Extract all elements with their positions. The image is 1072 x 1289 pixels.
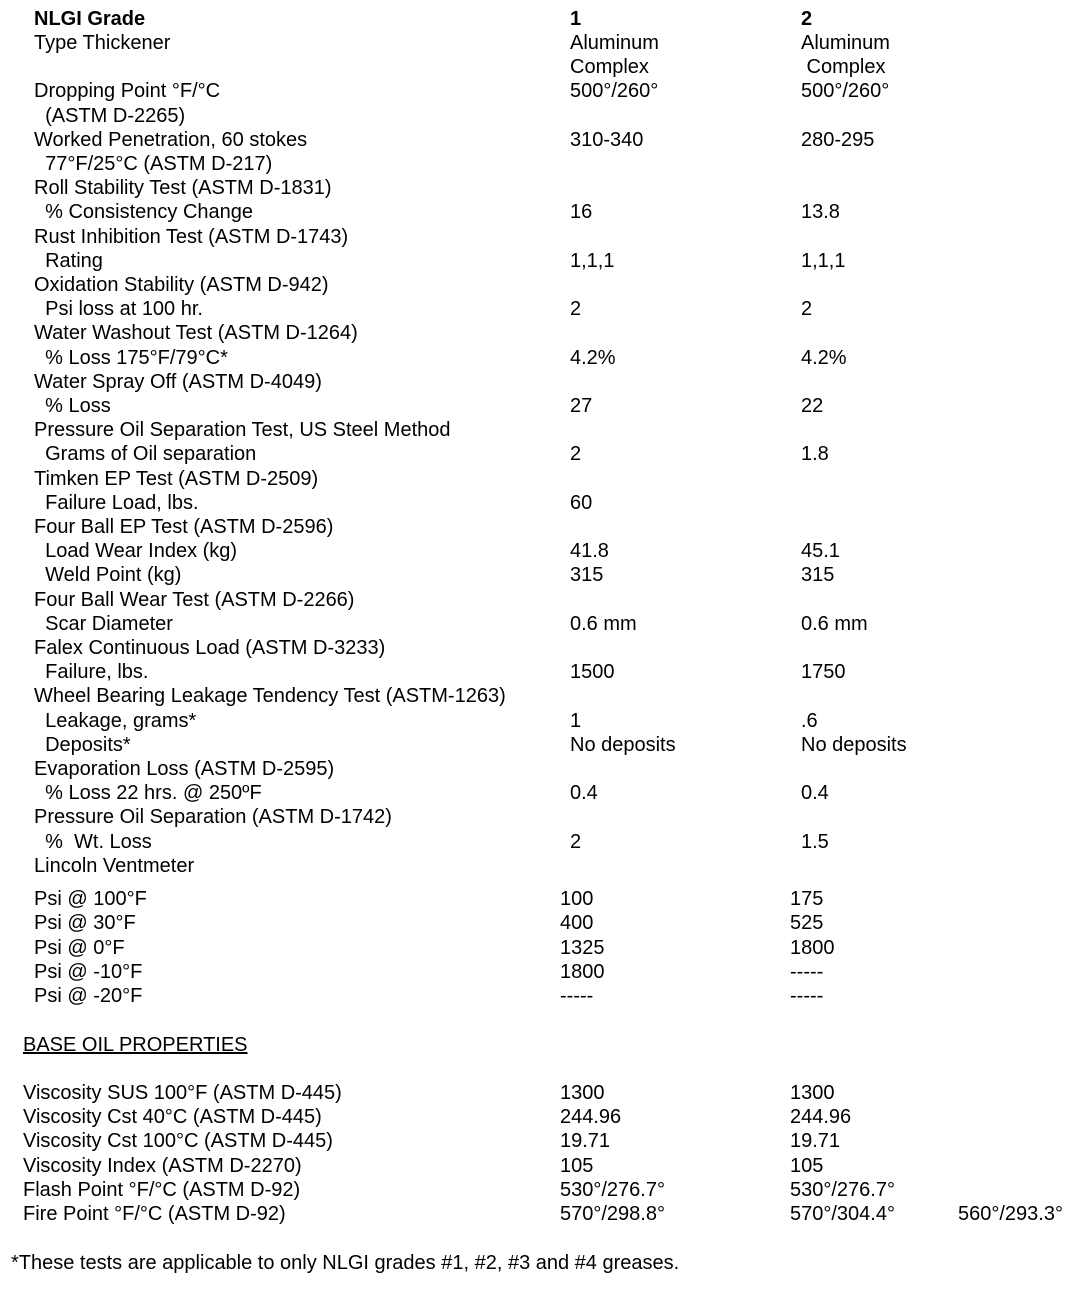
grade-2-value: 315 [801,564,835,587]
grade-1-value: 2 [570,830,582,853]
row-label: Four Ball EP Test (ASTM D-2596) [34,516,334,538]
row-label: Four Ball Wear Test (ASTM D-2266) [34,588,355,611]
grade-1-header: 1 [570,8,582,30]
row-label: Weld Point (kg) [34,564,182,587]
base-oil-label: Viscosity Cst 100°C (ASTM D-445) [23,1130,333,1153]
row-label: Pressure Oil Separation (ASTM D-1742) [34,806,392,829]
grade-1-value: 315 [570,564,604,587]
ventmeter-grade-1: 400 [560,912,594,935]
base-oil-grade-2: 1300 [790,1082,835,1104]
row-label: Timken EP Test (ASTM D-2509) [34,467,319,490]
row-label: Grams of Oil separation [34,443,257,466]
base-oil-grade-3: 560°/293.3° [958,1203,1063,1225]
grade-1-value: 2 [570,443,582,466]
grade-2-value: 22 [801,395,824,417]
grade-2-value: Aluminum [801,32,890,54]
grade-2-value: 280-295 [801,128,875,151]
base-oil-label: Fire Point °F/°C (ASTM D-92) [23,1203,286,1225]
nlgi-grade-label: NLGI Grade [34,8,146,30]
base-oil-grade-1: 530°/276.7° [560,1178,665,1201]
grade-2-value: 500°/260° [801,80,890,103]
row-label: Oxidation Stability (ASTM D-942) [34,274,329,296]
base-oil-grade-2: 105 [790,1154,824,1177]
grade-2-value: No deposits [801,733,907,756]
row-label: % Loss 175°F/79°C* [34,346,228,369]
base-oil-grade-1: 105 [560,1154,594,1177]
row-label: Lincoln Ventmeter [34,854,195,877]
grade-2-value: Complex [801,56,886,79]
grade-1-value: 1,1,1 [570,249,615,272]
row-label: Falex Continuous Load (ASTM D-3233) [34,637,386,659]
ventmeter-grade-2: 175 [790,888,824,910]
grade-1-value: Aluminum [570,32,659,54]
grade-1-value: Complex [570,56,649,79]
footnote: *These tests are applicable to only NLGI grades #1, #2, #3 and #4 greases. [11,1252,680,1274]
grade-1-value: 4.2% [570,346,616,369]
base-oil-label: Viscosity Cst 40°C (ASTM D-445) [23,1106,322,1129]
ventmeter-grade-2: 525 [790,912,824,935]
row-label: Deposits* [34,733,131,756]
row-label: Psi loss at 100 hr. [34,298,203,321]
base-oil-grade-2: 244.96 [790,1106,852,1129]
base-oil-label: Viscosity SUS 100°F (ASTM D-445) [23,1082,342,1104]
grade-2-value: 1,1,1 [801,249,846,272]
base-oil-grade-1: 19.71 [560,1130,611,1153]
ventmeter-grade-1: ----- [560,985,594,1008]
ventmeter-grade-1: 100 [560,888,594,910]
base-oil-grade-1: 570°/298.8° [560,1203,665,1225]
ventmeter-grade-2: ----- [790,960,824,983]
grade-2-value: 4.2% [801,346,847,369]
row-label: Water Washout Test (ASTM D-1264) [34,322,358,345]
grade-1-value: 27 [570,395,593,417]
base-oil-grade-2: 570°/304.4° [790,1203,895,1225]
row-label: % Loss 22 hrs. @ 250ºF [34,782,262,805]
row-label: Scar Diameter [34,612,173,635]
base-oil-label: Viscosity Index (ASTM D-2270) [23,1154,302,1177]
ventmeter-label: Psi @ 0°F [34,936,125,959]
ventmeter-grade-1: 1800 [560,960,605,983]
grade-2-value: 1.8 [801,443,829,466]
row-label: 77°F/25°C (ASTM D-217) [34,153,273,175]
grade-1-value: 500°/260° [570,80,659,103]
ventmeter-grade-2: 1800 [790,936,835,959]
row-label: % Consistency Change [34,201,254,224]
grade-2-value: 0.6 mm [801,612,868,635]
grade-2-value: 0.4 [801,782,829,805]
row-label: Leakage, grams* [34,709,197,732]
ventmeter-label: Psi @ 30°F [34,912,136,935]
grade-1-value: 1 [570,709,582,732]
row-label: Rust Inhibition Test (ASTM D-1743) [34,225,349,248]
row-label: Wheel Bearing Leakage Tendency Test (ASTM-1263) [34,685,506,708]
row-label: Failure Load, lbs. [34,491,199,514]
row-label: Roll Stability Test (ASTM D-1831) [34,177,332,200]
ventmeter-label: Psi @ 100°F [34,888,147,910]
grade-1-value: 0.6 mm [570,612,637,635]
grade-1-value: 2 [570,298,582,321]
row-label: Type Thickener [34,32,171,54]
base-oil-grade-1: 244.96 [560,1106,622,1129]
grade-2-value: 13.8 [801,201,840,224]
grade-1-value: 41.8 [570,540,609,563]
grade-1-value: 1500 [570,661,615,684]
row-label: Worked Penetration, 60 stokes [34,128,308,151]
grade-1-value: 16 [570,201,593,224]
grade-2-value: 1750 [801,661,846,684]
row-label: % Loss [34,395,111,417]
row-label: (ASTM D-2265) [34,104,186,127]
base-oil-grade-2: 530°/276.7° [790,1178,895,1201]
row-label: Dropping Point °F/°C [34,80,221,103]
row-label: Load Wear Index (kg) [34,540,238,563]
grade-2-header: 2 [801,8,813,30]
grade-2-value: 1.5 [801,830,829,853]
grade-1-value: No deposits [570,733,676,756]
row-label: Water Spray Off (ASTM D-4049) [34,370,322,393]
ventmeter-grade-1: 1325 [560,936,605,959]
base-oil-grade-1: 1300 [560,1082,605,1104]
row-label: Pressure Oil Separation Test, US Steel Method [34,419,451,442]
row-label: % Wt. Loss [34,830,152,853]
base-oil-grade-2: 19.71 [790,1130,841,1153]
ventmeter-grade-2: ----- [790,985,824,1008]
base-oil-heading: BASE OIL PROPERTIES [23,1034,248,1056]
grade-1-value: 60 [570,491,593,514]
ventmeter-label: Psi @ -10°F [34,960,143,983]
grade-2-value: 45.1 [801,540,840,563]
grade-2-value: 2 [801,298,813,321]
ventmeter-label: Psi @ -20°F [34,985,143,1008]
row-label: Rating [34,249,103,272]
row-label: Failure, lbs. [34,661,149,684]
grade-1-value: 0.4 [570,782,598,805]
grade-1-value: 310-340 [570,128,644,151]
base-oil-label: Flash Point °F/°C (ASTM D-92) [23,1178,301,1201]
row-label: Evaporation Loss (ASTM D-2595) [34,758,335,780]
grade-2-value: .6 [801,709,818,732]
